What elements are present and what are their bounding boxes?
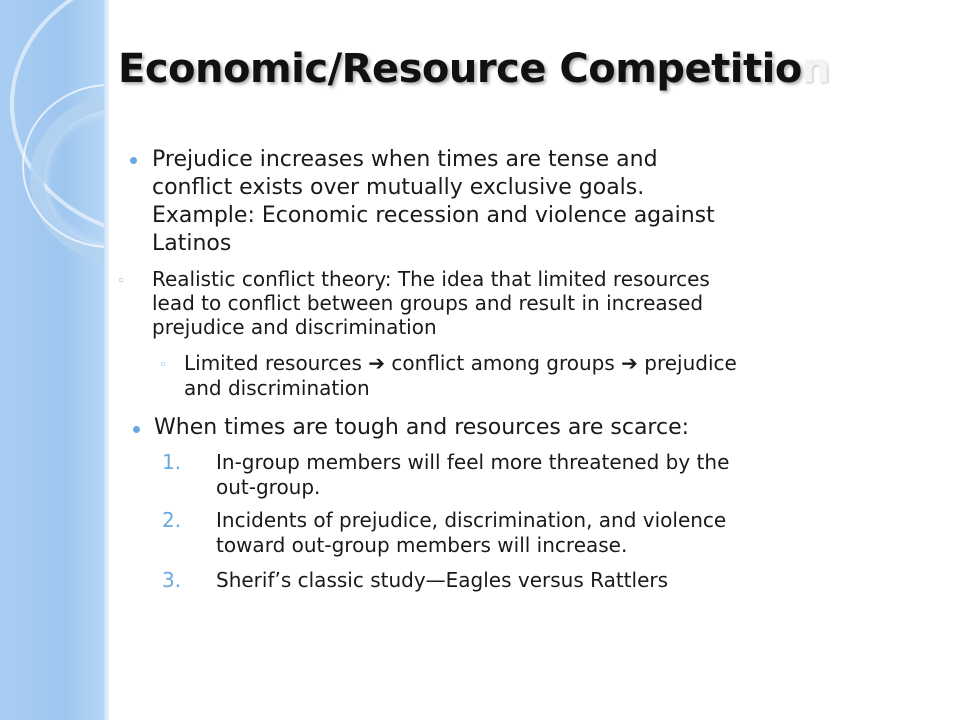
bullet-dot-icon: [130, 157, 137, 164]
decorative-side-band: [0, 0, 106, 720]
bullet-2-text: When times are tough and resources are scarce:: [154, 415, 690, 440]
numbered-item-1-line-1: In-group members will feel more threatened by the: [216, 450, 730, 474]
subsub-bullet-marker-icon: ◦: [159, 358, 167, 373]
subsub-bullet-line-2: and discrimination: [184, 376, 370, 400]
numbered-item-1-number: 1.: [162, 450, 182, 474]
sub-bullet-line-3: prejudice and discrimination: [152, 315, 437, 339]
slide-title-tail: n: [801, 46, 830, 92]
bullet-1-line-1: Prejudice increases when times are tense and: [152, 147, 658, 172]
slide-title-main: Economic/Resource Competitio: [118, 46, 802, 92]
numbered-item-2-line-2: toward out-group members will increase.: [216, 533, 628, 557]
numbered-item-3-number: 3.: [162, 568, 182, 592]
sub-bullet-marker-icon: ◦: [117, 274, 125, 289]
bullet-1-line-2: conflict exists over mutually exclusive goals.: [152, 175, 645, 200]
bullet-dot-icon: [133, 426, 140, 433]
sub-bullet-line-2: lead to conflict between groups and result in increased: [152, 291, 704, 315]
bullet-1-line-3: Example: Economic recession and violence against: [152, 203, 715, 228]
numbered-item-3-line-1: Sherif’s classic study—Eagles versus Rattlers: [216, 568, 669, 592]
numbered-item-2-number: 2.: [162, 508, 182, 532]
numbered-item-2-line-1: Incidents of prejudice, discrimination, and violence: [216, 508, 727, 532]
slide-title: [118, 46, 830, 92]
bullet-1-line-4: Latinos: [152, 231, 232, 256]
sub-bullet-line-1: Realistic conflict theory: The idea that limited resources: [152, 267, 710, 291]
subsub-bullet-line-1: Limited resources ➔ conflict among groups ➔ prejudice: [184, 351, 737, 375]
side-band-edge: [104, 0, 109, 720]
numbered-item-1-line-2: out-group.: [216, 475, 321, 499]
